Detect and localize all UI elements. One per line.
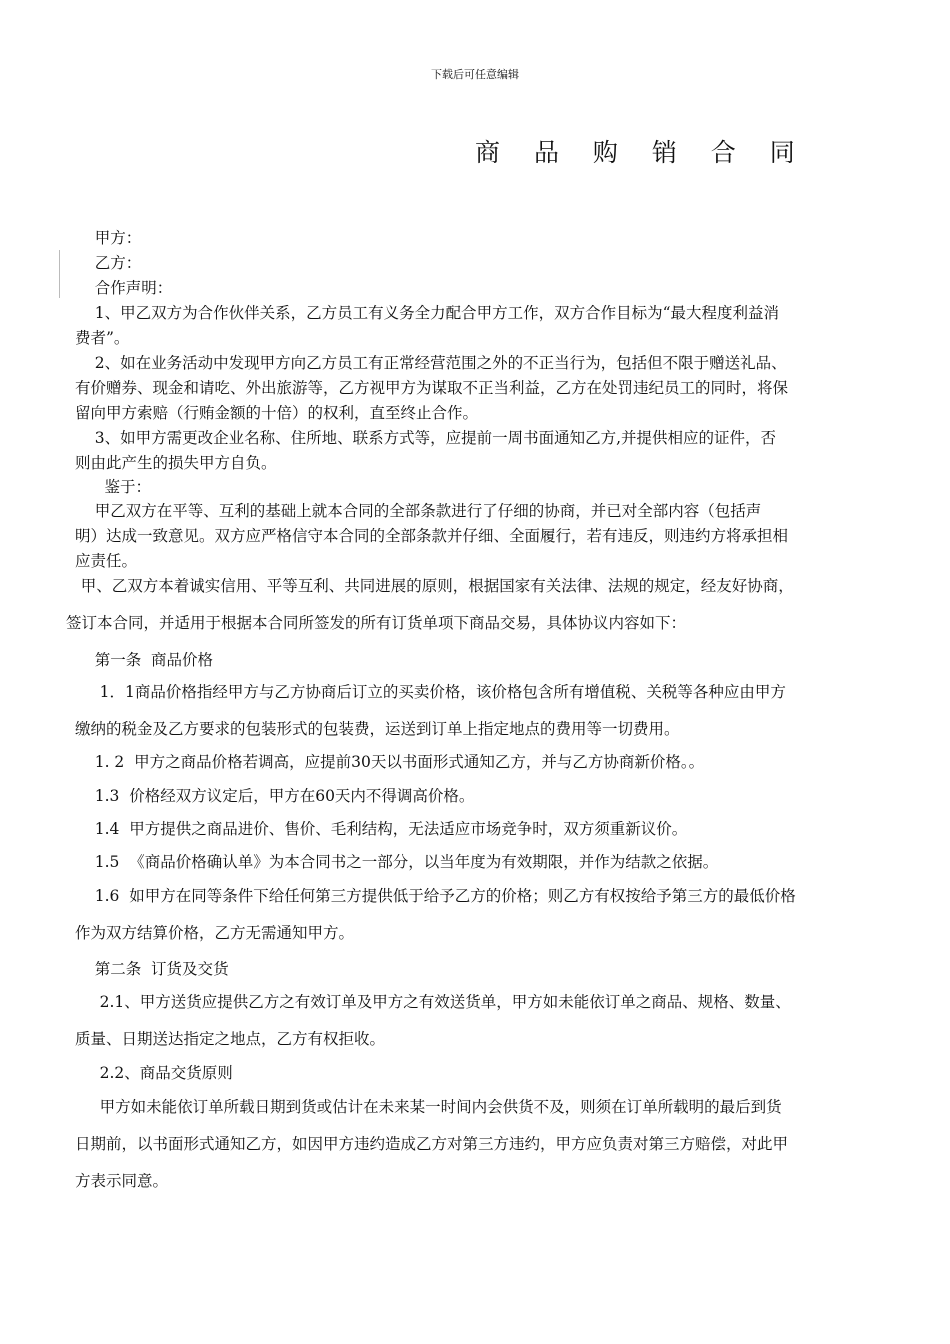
paragraph-4-line-0: 2、如在业务活动中发现甲方向乙方员工有正常经营范围之外的不正当行为，包括但不限于赠送礼品、 (75, 354, 787, 372)
paragraph-13-line-0: 1.4 甲方提供之商品进价、售价、毛利结构，无法适应市场竞争时，双方须重新议价。 (75, 820, 688, 838)
margin-line (59, 250, 60, 298)
paragraph-16-line-0: 第二条 订货及交货 (75, 960, 229, 978)
page-title: 商 品 购 销 合 同 (475, 138, 808, 167)
paragraph-4-line-2: 留向甲方索赔（行贿金额的十倍）的权利，直至终止合作。 (75, 404, 479, 422)
paragraph-2-line-0: 合作声明： (75, 279, 173, 297)
paragraph-11-line-0: 1. 2 甲方之商品价格若调高，应提前30天以书面形式通知乙方，并与乙方协商新价格。。 (75, 753, 705, 771)
paragraph-8-line-0: 甲、乙双方本着诚实信用、平等互利、共同进展的原则，根据国家有关法律、法规的规定，经友好协商， (66, 577, 794, 595)
paragraph-4-line-1: 有价赠券、现金和请吃、外出旅游等，乙方视甲方为谋取不正当利益，乙方在处罚违纪员工的同时，将保 (75, 379, 789, 397)
paragraph-0-line-0: 甲方： (75, 229, 142, 247)
paragraph-19-line-0: 甲方如未能依订单所载日期到货或估计在未来某一时间内会供货不及，则须在订单所载明的最后到货 (75, 1098, 782, 1116)
paragraph-17-line-0: 2.1、甲方送货应提供乙方之有效订单及甲方之有效送货单，甲方如未能依订单之商品、规格、数量、 (75, 993, 791, 1011)
paragraph-5-line-0: 3、如甲方需更改企业名称、住所地、联系方式等，应提前一周书面通知乙方,并提供相应的证件，否 (75, 429, 776, 447)
paragraph-6-line-0: 鉴于： (75, 478, 152, 496)
paragraph-10-line-1: 缴纳的税金及乙方要求的包装形式的包装费，运送到订单上指定地点的费用等一切费用。 (75, 720, 680, 738)
paragraph-9-line-0: 第一条 商品价格 (75, 651, 214, 669)
paragraph-1-line-0: 乙方： (75, 254, 142, 272)
paragraph-15-line-0: 1.6 如甲方在同等条件下给任何第三方提供低于给予乙方的价格；则乙方有权按给予第三方的最低价格 (75, 887, 796, 905)
paragraph-7-line-0: 甲乙双方在平等、互利的基础上就本合同的全部条款进行了仔细的协商，并已对全部内容（包括声 (75, 502, 762, 520)
paragraph-12-line-0: 1.3 价格经双方议定后，甲方在60天内不得调高价格。 (75, 787, 475, 805)
paragraph-7-line-2: 应责任。 (75, 552, 138, 570)
paragraph-17-line-1: 质量、日期送达指定之地点，乙方有权拒收。 (75, 1030, 386, 1048)
paragraph-8-line-1: 签订本合同，并适用于根据本合同所签发的所有订货单项下商品交易，具体协议内容如下： (66, 614, 687, 632)
paragraph-19-line-1: 日期前，以书面形式通知乙方，如因甲方违约造成乙方对第三方违约，甲方应负责对第三方赔偿，对此甲 (75, 1135, 789, 1153)
paragraph-7-line-1: 明）达成一致意见。双方应严格信守本合同的全部条款并仔细、全面履行，若有违反，则违约方将承担相 (75, 527, 789, 545)
paragraph-3-line-0: 1、甲乙双方为合作伙伴关系，乙方员工有义务全力配合甲方工作，双方合作目标为“最大程度利益消 (75, 304, 779, 322)
paragraph-10-line-0: 1．1商品价格指经甲方与乙方协商后订立的买卖价格，该价格包含所有增值税、关税等各种应由甲方 (75, 683, 786, 701)
header-note: 下载后可任意编辑 (431, 68, 519, 81)
paragraph-18-line-0: 2.2、商品交货原则 (75, 1064, 233, 1082)
paragraph-3-line-1: 费者”。 (75, 329, 130, 347)
paragraph-19-line-2: 方表示同意。 (75, 1172, 169, 1190)
paragraph-5-line-1: 则由此产生的损失甲方自负。 (75, 454, 277, 472)
paragraph-15-line-1: 作为双方结算价格，乙方无需通知甲方。 (75, 924, 355, 942)
paragraph-14-line-0: 1.5 《商品价格确认单》为本合同书之一部分，以当年度为有效期限，并作为结款之依据。 (75, 853, 719, 871)
